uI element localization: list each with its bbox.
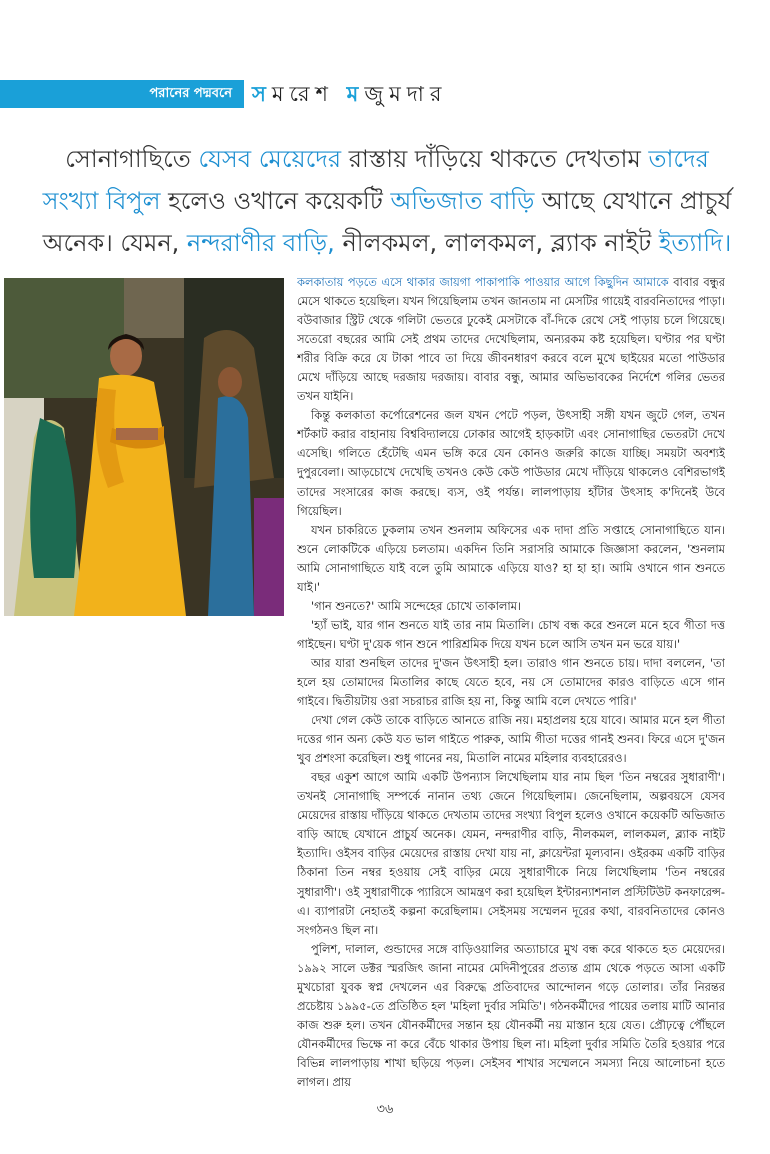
article-paragraph: 'গান শুনতে?' আমি সন্দেহের চোখে তাকালাম। <box>311 598 522 613</box>
article-text: বাবার বন্ধুর মেসে থাকতে হয়েছিল। যখন গিয়েছিলাম তখন জানতাম না মেসটির গায়েই বারবনিতাদের পাড়া। বউবাজার স্ট্রিট থেকে গলিটা ভেতরে ঢুকেই মেসটাকে বাঁ-দিকে রেখে সেই পাড়ায় চলে গিয়েছে। সতেরো বছরের আমি সেই প্রথম তাদের দেখেছিলাম, অন্যরকম কষ্ট হয়েছিল। ঘণ্টার পর ঘণ্টা শরীর বিক্রি করে যে টাকা পাবে তা দিয়ে জীবনধারণ করবে বলে মুখে ছাইয়ের মতো পাউডার মেখে দাঁড়িয়ে আছে দরজায় দরজায়। বাবার বন্ধু, আমার অভিভাবকের নির্দেশে গলির ভেতর তখন যাইনি। <box>297 275 725 404</box>
article-body <box>297 273 725 1093</box>
pull-quote-text: নীলকমল, লালকমল, ব্ল্যাক নাইট <box>334 229 659 257</box>
pull-quote-highlight: তাদের সংখ্যা বিপুল <box>42 145 709 215</box>
article-paragraph: 'হ্যাঁ ভাই, যার গান শুনতে যাই তার নাম মিতালি। চোখ বন্ধ করে শুনলে মনে হবে গীতা দত্ত গাইছেন। ঘণ্টা দু'য়েক গান শুনে পারিশ্রমিক দিয়ে যখন চলে আসি তখন মন ভরে যায়।' <box>297 617 725 651</box>
pull-quote-text: রাস্তায় দাঁড়িয়ে থাকতে দেখতাম <box>341 145 649 173</box>
article-paragraph: যখন চাকরিতে ঢুকলাম তখন শুনলাম অফিসের এক দাদা প্রতি সপ্তাহে সোনাগাছিতে যান। শুনে লোকটিকে এড়িয়ে চলতাম। একদিন তিনি সরাসরি আমাকে জিজ্ঞাসা করলেন, 'শুনলাম আমি সোনাগাছিতে যাই বলে তুমি আমাকে এড়িয়ে যাও? হা হা হা। আমি ওখানে গান শুনতে যাই।' <box>297 522 725 594</box>
author-initial-2: ম <box>346 82 365 106</box>
street-photo <box>4 278 284 616</box>
author-name <box>252 78 447 110</box>
article-paragraph: কিন্তু কলকাতা কর্পোরেশনের জল যখন পেটে পড়ল, উৎসাহী সঙ্গী যখন জুটে গেল, তখন শর্টকাট করার বাহানায় বিশ্ববিদ্যালয়ে ঢোকার আগেই হাড়কাটা এবং সোনাগাছির ভেতরটা দেখে এসেছি। গলিতে হেঁটেছি এমন ভঙ্গি করে যেন কোনও জরুরি কাজে যাচ্ছি। সময়টা অবশ্যই দুপুরবেলা। আড়চোখে দেখেছি তখনও কেউ কেউ পাউডার মেখে দাঁড়িয়ে থাকলেও বেশিরভাগই তাদের সংসারের কাজ করছে। ব্যস, ওই পর্যন্ত। লালপাড়ায় হাঁটার উৎসাহ ক'দিনেই উবে গিয়েছিল। <box>297 408 725 518</box>
photo-illustration <box>4 278 284 616</box>
pull-quote-highlight: নন্দরাণীর বাড়ি, <box>186 229 335 257</box>
section-label: পরানের পদ্মবনে <box>149 86 232 101</box>
author-initial-1: স <box>252 82 272 106</box>
pull-quote-text: সোনাগাছিতে <box>65 145 199 173</box>
article-paragraph <box>297 273 725 406</box>
article-paragraph: বছর একুশ আগে আমি একটি উপন্যাস লিখেছিলাম যার নাম ছিল 'তিন নম্বরের সুধারাণী'। তখনই সোনাগাছি সম্পর্কে নানান তথ্য জেনে গিয়েছিলাম। জেনেছিলাম, অল্পবয়সে যেসব মেয়েদের রাস্তায় দাঁড়িয়ে থাকতে দেখতাম তাদের সংখ্যা বিপুল হলেও ওখানে কয়েকটি অভিজাত বাড়ি আছে যেখানে প্রাচুর্য অনেক। যেমন, নন্দরাণীর বাড়ি, নীলকমল, লালকমল, ব্ল্যাক নাইট ইত্যাদি। ওইসব বাড়ির মেয়েদের রাস্তায় দেখা যায় না, ক্লায়েন্টরা মূল্যবান। ওইরকম একটি বাড়ির ঠিকানা তিন নম্বর হওয়ায় সেই বাড়ির মেয়ে সুধারাণীকে নিয়ে লিখেছিলাম 'তিন নম্বরের সুধারাণী'। ওই সুধারাণীকে প্যারিসে আমন্ত্রণ করা হয়েছিল ইন্টারন্যাশনাল প্রস্টিটিউট কনফারেন্স-এ। ব্যাপারটা নেহাতই কল্পনা করেছিলাম। সেইসময় সম্মেলন দূরের কথা, বারবনিতাদের কোনও সংগঠনও ছিল না। <box>297 770 725 937</box>
pull-quote-text: আছে যেখানে প্রাচুর্য অনেক। যেমন, <box>42 187 732 257</box>
article-paragraph: পুলিশ, দালাল, গুন্ডাদের সঙ্গে বাড়িওয়ালির অত্যাচারে মুখ বন্ধ করে থাকতে হত মেয়েদের। ১৯৯২ সালে ডক্টর স্মরজিৎ জানা নামের মেদিনীপুরের প্রত্যন্ত গ্রাম থেকে পড়তে আসা একটি মুখচোরা যুবক স্বপ্ন দেখলেন এর বিরুদ্ধে প্রতিবাদের আন্দোলন গড়ে তোলার। তাঁর নিরন্তর প্রচেষ্টায় ১৯৯৫-তে প্রতিষ্ঠিত হল 'মহিলা দুর্বার সমিতি'। গঠনকর্মীদের পায়ের তলায় মাটি আনার কাজ শুরু হল। তখন যৌনকর্মীদের সন্তান হয় যৌনকর্মী নয় মাস্তান হয়ে যেত। প্রৌঢ়ত্বে পৌঁছলে যৌনকর্মীদের ভিক্ষে না করে বেঁচে থাকার উপায় ছিল না। মহিলা দুর্বার সমিতি তৈরি হওয়ার পরে বিভিন্ন লালপাড়ায় শাখা ছড়িয়ে পড়ল। সেইসব শাখার সম্মেলনে সমস্যা নিয়ে আলোচনা হতে লাগল। প্রায় <box>297 941 725 1089</box>
author-part-2: জুমদার <box>364 82 448 106</box>
article-paragraph: দেখা গেল কেউ তাকে বাড়িতে আনতে রাজি নয়। মহাপ্রলয় হয়ে যাবে। আমার মনে হল গীতা দত্তের গান অন্য কেউ যত ভাল গাইতে পারুক, আমি গীতা দত্তের গানই শুনব। ফিরে এসে দু'জন খুব প্রশংসা করেছিল। শুধু গানের নয়, মিতালি নামের মহিলার ব্যবহারেরও। <box>297 713 725 766</box>
pull-quote-highlight: যেসব মেয়েদের <box>198 145 342 173</box>
pull-quote-highlight: অভিজাত বাড়ি <box>390 187 535 215</box>
pull-quote-text: হলেও ওখানে কয়েকটি <box>160 187 391 215</box>
pull-quote-highlight: ইত্যাদি। <box>658 229 732 257</box>
pull-quote <box>42 138 732 264</box>
article-lead: কলকাতায় পড়তে এসে থাকার জায়গা পাকাপাকি পাওয়ার আগে কিছুদিন আমাকে <box>297 275 669 289</box>
page-number: ৩৬ <box>376 1102 394 1117</box>
author-part-1: মরেশ <box>271 82 347 106</box>
article-paragraph: আর যারা শুনছিল তাদের দু'জন উৎসাহী হল। তারাও গান শুনতে চায়। দাদা বললেন, 'তা হলে হয় তোমাদের মিতালির কাছে যেতে হবে, নয় সে তোমাদের কারও বাড়িতে এসে গান গাইবে। দ্বিতীয়টায় ওরা সচরাচর রাজি হয় না, কিন্তু আমি বলে দেখতে পারি।' <box>297 655 725 709</box>
